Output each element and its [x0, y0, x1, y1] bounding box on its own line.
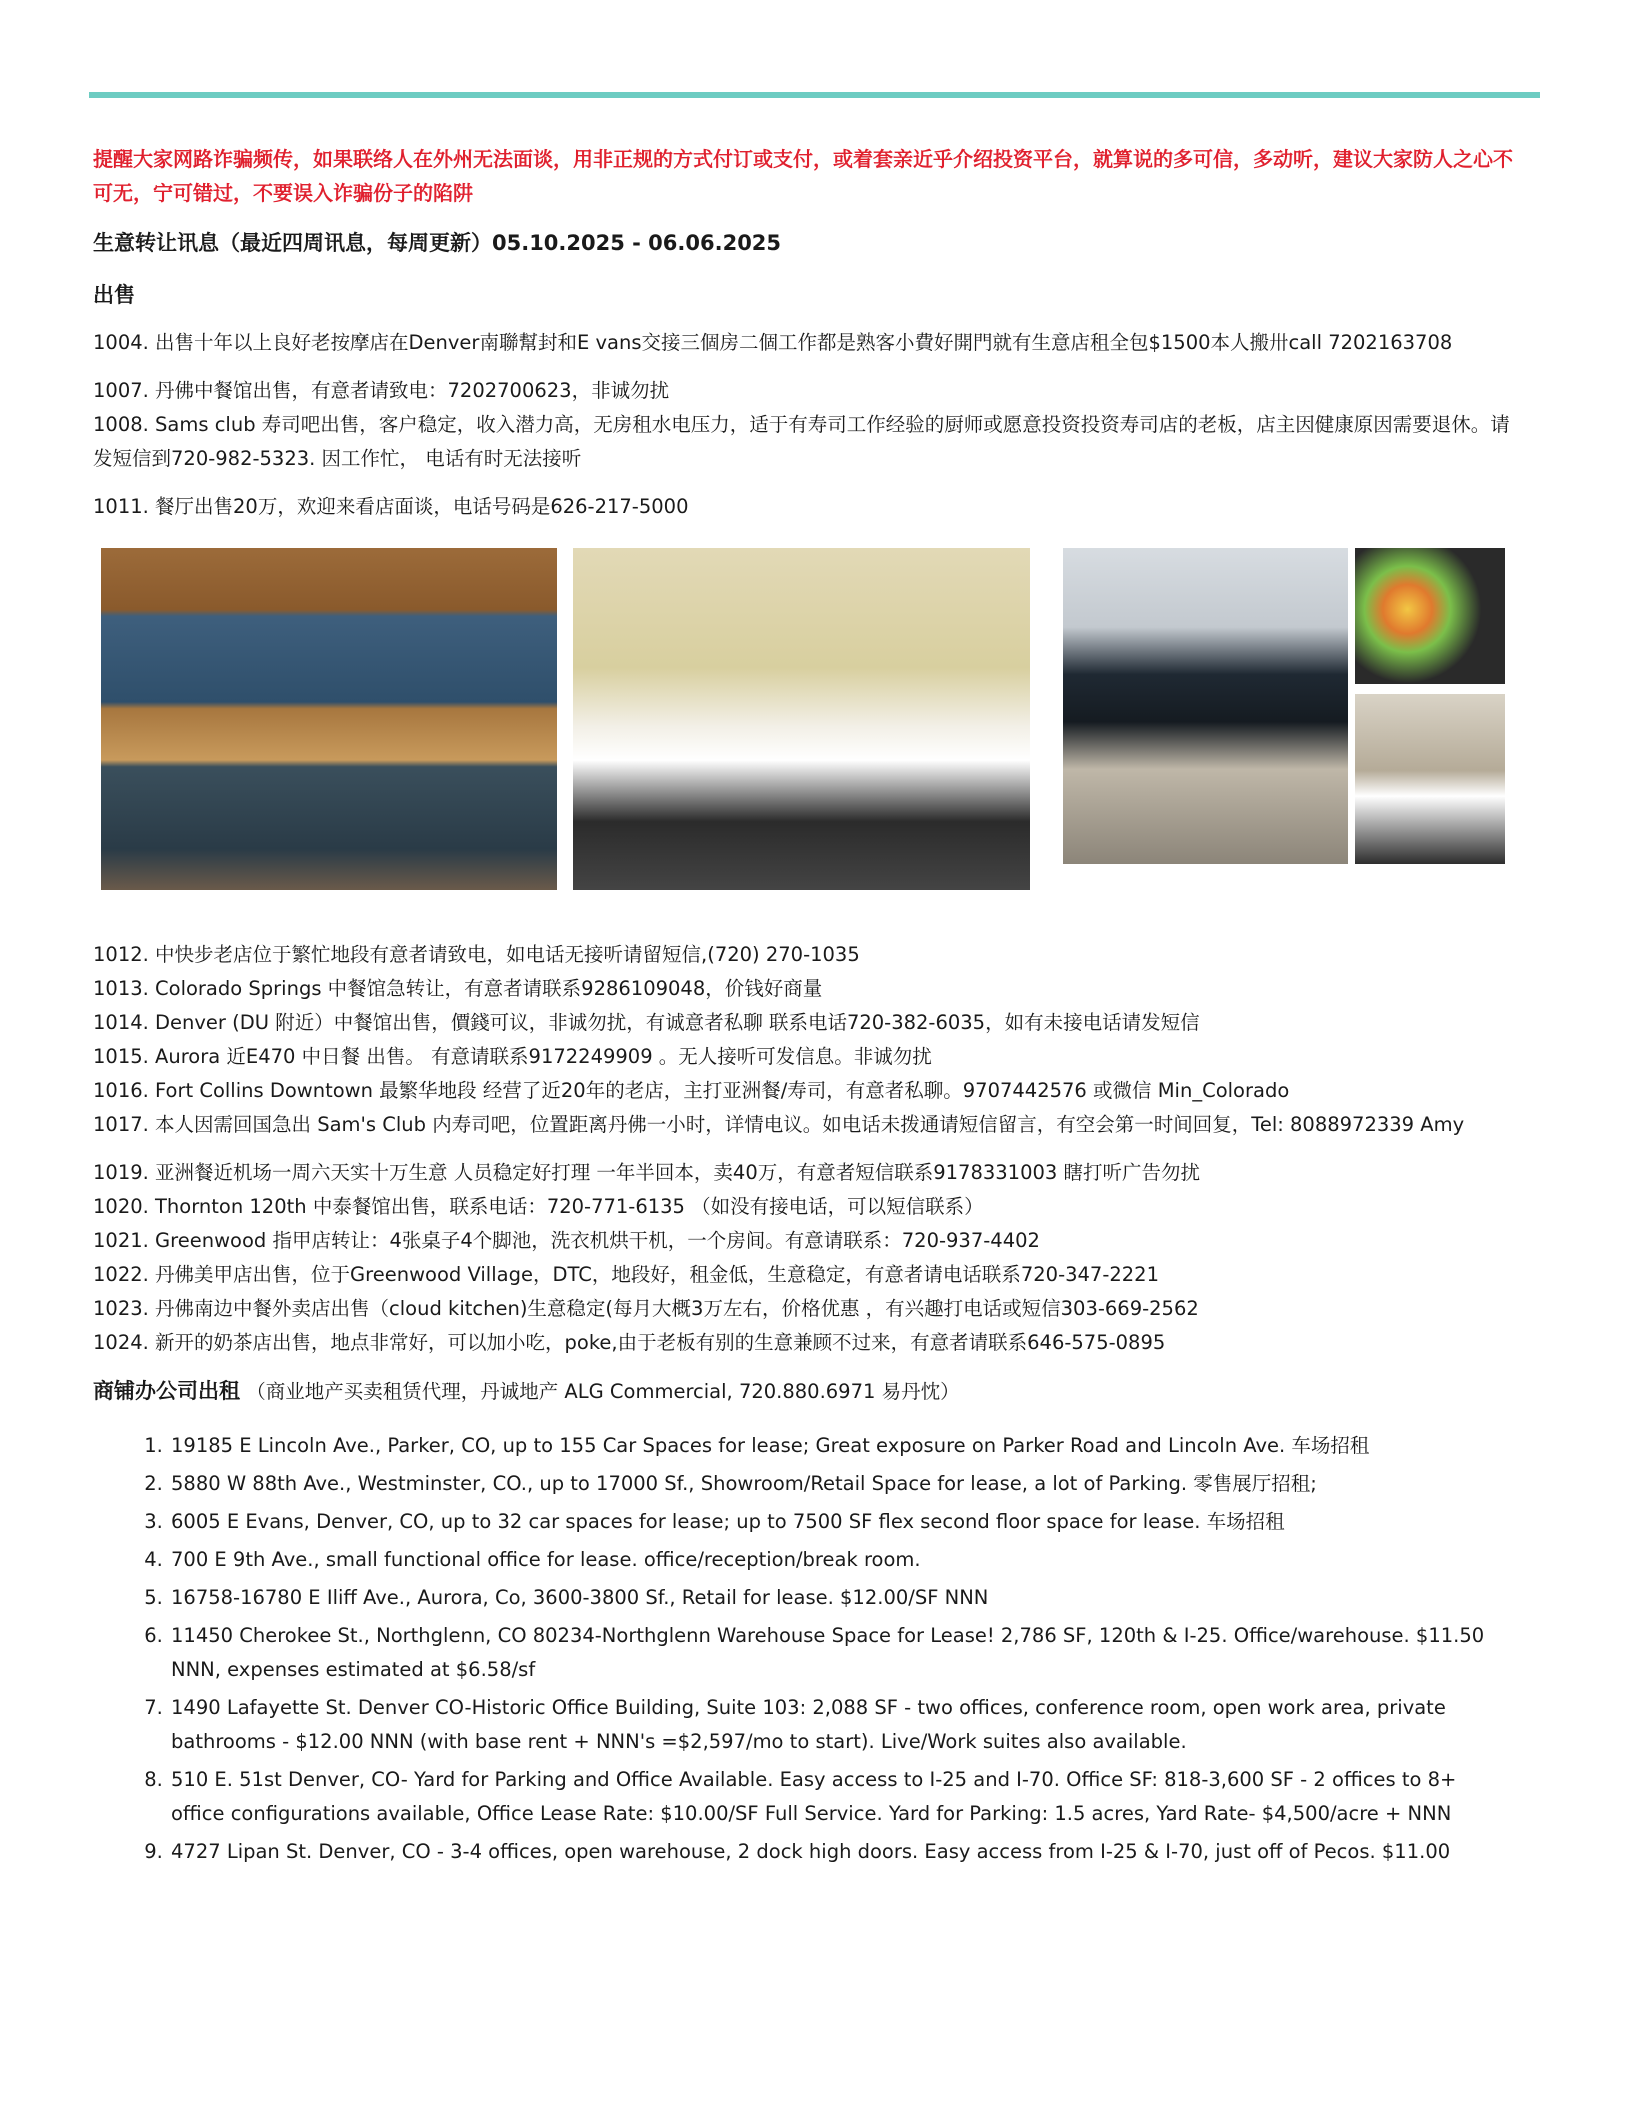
listing-item: 1004. 出售十年以上良好老按摩店在Denver南聯幫封和E vans交接三個房二個工作都是熟客小費好開門就有生意店租全包$1500本人搬卅call 7202163708 [93, 331, 1453, 354]
interior-photo [1355, 694, 1505, 864]
listing-item: 1024. 新开的奶茶店出售，地点非常好，可以加小吃，poke,由于老板有别的生意兼顾不过来，有意者请联系646-575-0895 [93, 1331, 1166, 1354]
list-item: 8. 510 E. 51st Denver, CO- Yard for Parking and Office Available. Easy access to I-25 and I-70. Office SF: 818-3,600 SF - 2 offices to 8+ office configurations available, Office Lease Rate: $10.00/SF Full Service. Yard for Parking: 1.5 acres, Yard Rate- $4,500/acre + NNN [169, 1763, 1513, 1831]
restaurant-bar-photo [101, 548, 557, 890]
top-accent-bar [89, 92, 1540, 98]
page-heading: 生意转让讯息（最近四周讯息，每周更新）05.10.2025 - 06.06.2025 [93, 231, 782, 255]
list-item: 6. 11450 Cherokee St., Northglenn, CO 80234-Northglenn Warehouse Space for Lease! 2,786 SF, 120th & I-25. Office/warehouse. $11.50 NNN, expenses estimated at $6.58/sf [169, 1619, 1513, 1687]
listing-item: 1007. 丹佛中餐馆出售，有意者请致电：7202700623，非诚勿扰 [93, 379, 670, 402]
commercial-note: （商业地产买卖租赁代理，丹诚地产 ALG Commercial, 720.880.6971 易丹忱） [246, 1380, 960, 1403]
listing-item: 1020. Thornton 120th 中泰餐馆出售，联系电话：720-771-6135 （如没有接电话，可以短信联系） [93, 1195, 984, 1218]
fraud-warning: 提醒大家网路诈骗频传，如果联络人在外州无法面谈，用非正规的方式付订或支付，或着套亲近乎介绍投资平台，就算说的多可信，多动听，建议大家防人之心不可无，宁可错过，不要误入诈骗份子的陷阱 [93, 147, 1513, 205]
section-title-sale: 出售 [93, 283, 135, 307]
listing-item: 1013. Colorado Springs 中餐馆急转让，有意者请联系9286109048，价钱好商量 [93, 977, 823, 1000]
listing-item: 1019. 亚洲餐近机场一周六天实十万生意 人员稳定好打理 一年半回本，卖40万，有意者短信联系9178331003 瞎打听广告勿扰 [93, 1161, 1200, 1184]
listing-item: 1016. Fort Collins Downtown 最繁华地段 经营了近20年的老店，主打亚洲餐/寿司，有意者私聊。9707442576 或微信 Min_Colorado [93, 1079, 1290, 1102]
list-item: 4. 700 E 9th Ave., small functional office for lease. office/reception/break room. [169, 1543, 1513, 1577]
list-item: 2. 5880 W 88th Ave., Westminster, CO., up to 17000 Sf., Showroom/Retail Space for lease, a lot of Parking. 零售展厅招租; [169, 1467, 1513, 1501]
list-item: 5. 16758-16780 E Iliff Ave., Aurora, Co, 3600-3800 Sf., Retail for lease. $12.00/SF NNN [169, 1581, 1513, 1615]
listing-group-c [93, 490, 1513, 524]
dining-room-photo [573, 548, 1030, 890]
list-item: 9. 4727 Lipan St. Denver, CO - 3-4 offices, open warehouse, 2 dock high doors. Easy access from I-25 & I-70, just off of Pecos. $11.00 [169, 1835, 1513, 1869]
listing-item: 1014. Denver (DU 附近）中餐馆出售，價錢可议，非诚勿扰，有诚意者私聊 联系电话720-382-6035，如有未接电话请发短信 [93, 1011, 1200, 1034]
photo-gallery [93, 548, 1513, 918]
list-item: 3. 6005 E Evans, Denver, CO, up to 32 car spaces for lease; up to 7500 SF flex second floor space for lease. 车场招租 [169, 1505, 1513, 1539]
list-item: 1. 19185 E Lincoln Ave., Parker, CO, up to 155 Car Spaces for lease; Great exposure on Parker Road and Lincoln Ave. 车场招租 [169, 1429, 1513, 1463]
listing-group-d [93, 938, 1513, 1142]
listing-item: 1011. 餐厅出售20万，欢迎来看店面谈，电话号码是626-217-5000 [93, 495, 689, 518]
listing-item: 1015. Aurora 近E470 中日餐 出售。 有意请联系9172249909 。无人接听可发信息。非诚勿扰 [93, 1045, 932, 1068]
commercial-list [93, 1429, 1513, 1869]
listing-item: 1017. 本人因需回国急出 Sam's Club 内寿司吧，位置距离丹佛一小时，详情电议。如电话未拨通请短信留言，有空会第一时间回复，Tel: 8088972339 Amy [93, 1113, 1465, 1136]
listing-item: 1022. 丹佛美甲店出售，位于Greenwood Village，DTC，地段好，租金低，生意稳定，有意者请电话联系720-347-2221 [93, 1263, 1159, 1286]
commercial-heading [93, 1374, 1513, 1409]
content [93, 142, 1513, 1873]
listing-item: 1012. 中快步老店位于繁忙地段有意者请致电，如电话无接听请留短信,(720) 270-1035 [93, 943, 860, 966]
list-item: 7. 1490 Lafayette St. Denver CO-Historic Office Building, Suite 103: 2,088 SF - two offices, conference room, open work area, private bathrooms - $12.00 NNN (with base rent + NNN's =$2,597/mo to start). Live/Work suites also available. [169, 1691, 1513, 1759]
listing-item: 1008. Sams club 寿司吧出售，客户稳定，收入潜力高，无房租水电压力，适于有寿司工作经验的厨师或愿意投资投资寿司店的老板，店主因健康原因需要退休。请发短信到720-982-5323. 因工作忙， 电话有时无法接听 [93, 413, 1510, 470]
listing-group-b [93, 374, 1513, 476]
listing-item: 1023. 丹佛南边中餐外卖店出售（cloud kitchen)生意稳定(每月大概3万左右，价格优惠 ，有兴趣打电话或短信303-669-2562 [93, 1297, 1199, 1320]
listing-group-a [93, 326, 1513, 360]
storefront-photo [1063, 548, 1348, 864]
listing-item: 1021. Greenwood 指甲店转让：4张桌子4个脚池，洗衣机烘干机，一个房间。有意请联系：720-937-4402 [93, 1229, 1040, 1252]
commercial-title: 商铺办公司出租 [93, 1379, 240, 1403]
food-photo [1355, 548, 1505, 684]
listing-group-e [93, 1156, 1513, 1360]
